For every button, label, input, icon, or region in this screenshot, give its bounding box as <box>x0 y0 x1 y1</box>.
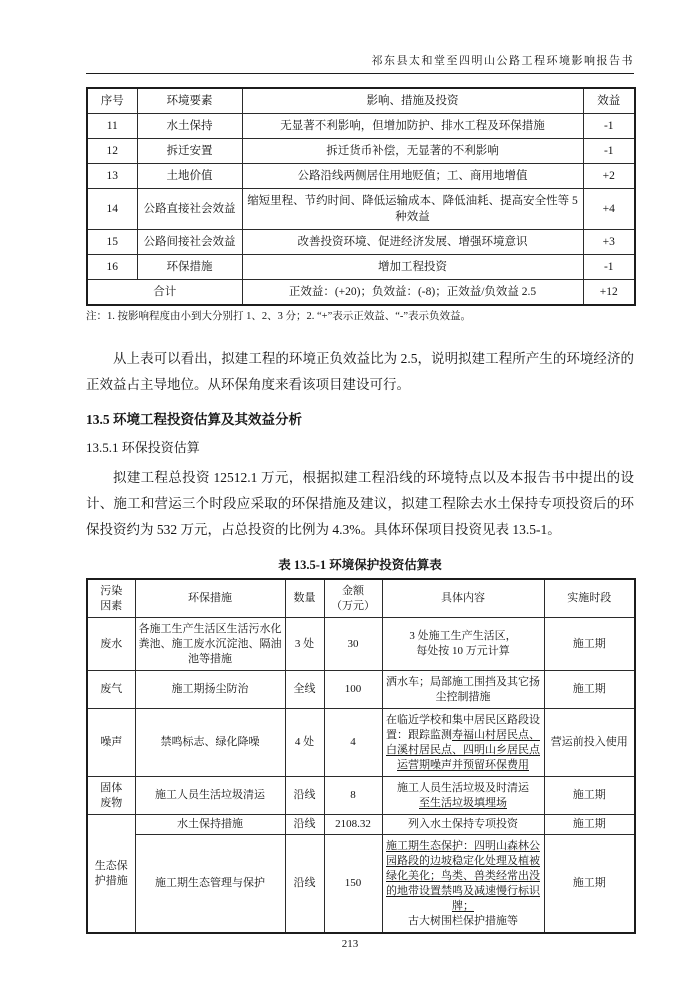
paragraph-investment: 拟建工程总投资 12512.1 万元，根据拟建工程沿线的环境特点以及本报告书中提出的设计、施工和营运三个时段应采取的环保措施及建议，拟建工程除去水土保持专项投资后的环保投资约为 532 万元，占总投资的比例为 4.3%。具体环保项目投资见表 13.5-1。 <box>86 470 634 537</box>
cell-impact: 拆迁货币补偿，无显著的不利影响 <box>242 139 583 164</box>
cell-benefit: -1 <box>583 114 635 139</box>
row-noise <box>87 709 635 777</box>
cell-measure: 施工期扬尘防治 <box>135 671 285 709</box>
cell-benefit: -1 <box>583 255 635 280</box>
cell-no: 16 <box>87 255 137 280</box>
cell-measure: 各施工生产生活区生活污水化粪池、施工废水沉淀池、隔油池等措施 <box>135 618 285 671</box>
benefit-table <box>86 87 636 306</box>
cell-factor: 水土保持 <box>137 114 242 139</box>
cell-no: 12 <box>87 139 137 164</box>
header-measure: 环保措施 <box>135 579 285 618</box>
paragraph-conclusion: 从上表可以看出，拟建工程的环境正负效益比为 2.5，说明拟建工程所产生的环境经济的正效益占主导地位。从环保角度来看该项目建设可行。 <box>86 351 634 392</box>
table-row <box>87 164 635 189</box>
cell-measure: 水土保持措施 <box>135 815 285 835</box>
header-benefit: 效益 <box>583 88 635 114</box>
cell-factor: 固体 废物 <box>87 777 135 815</box>
cell-no: 15 <box>87 230 137 255</box>
total-impact: 正效益：(+20)；负效益：(-8)；正效益/负效益 2.5 <box>242 280 583 306</box>
table-note: 注：1. 按影响程度由小到大分别打 1、2、3 分；2. “+”表示正效益、“-”表示负效益。 <box>86 311 472 322</box>
cell-no: 14 <box>87 189 137 230</box>
row-wastewater <box>87 618 635 671</box>
table-row <box>87 189 635 230</box>
table-row <box>87 255 635 280</box>
cell-benefit: +3 <box>583 230 635 255</box>
cell-amount: 30 <box>324 618 382 671</box>
cell-factor: 废水 <box>87 618 135 671</box>
cell-no: 11 <box>87 114 137 139</box>
header-detail: 具体内容 <box>382 579 544 618</box>
table-caption: 表 13.5-1 环境保护投资估算表 <box>278 558 442 572</box>
cell-detail: 施工期生态保护：四明山森林公园路段的边坡稳定化处理及植被绿化美化；鸟类、兽类经常出没的地带设置禁鸣及减速慢行标识牌； 古大树围栏保护措施等 <box>382 835 544 934</box>
cell-benefit: +2 <box>583 164 635 189</box>
cell-impact: 缩短里程、节约时间、降低运输成本、降低油耗、提高安全性等 5 种效益 <box>242 189 583 230</box>
row-waste-gas <box>87 671 635 709</box>
cell-benefit: -1 <box>583 139 635 164</box>
report-title: 祁东县太和堂至四明山公路工程环境影响报告书 <box>371 55 634 67</box>
header-pollution-factor: 污染 因素 <box>87 579 135 618</box>
cell-amount: 100 <box>324 671 382 709</box>
cell-factor: 环保措施 <box>137 255 242 280</box>
cell-detail: 3 处施工生产生活区， 每处按 10 万元计算 <box>382 618 544 671</box>
cell-quantity: 全线 <box>285 671 324 709</box>
header-quantity: 数量 <box>285 579 324 618</box>
header-period: 实施时段 <box>544 579 635 618</box>
row-solid-waste <box>87 777 635 815</box>
cell-factor-ecology: 生态保 护措施 <box>87 815 135 934</box>
cell-quantity: 沿线 <box>285 835 324 934</box>
cell-detail: 施工人员生活垃圾及时清运 至生活垃圾填埋场 <box>382 777 544 815</box>
row-eco-management <box>87 835 635 934</box>
cell-period: 施工期 <box>544 777 635 815</box>
cell-factor: 公路直接社会效益 <box>137 189 242 230</box>
cell-amount: 2108.32 <box>324 815 382 835</box>
cell-factor: 废气 <box>87 671 135 709</box>
header-no: 序号 <box>87 88 137 114</box>
page-number: 213 <box>341 938 359 950</box>
cell-amount: 150 <box>324 835 382 934</box>
table-header-row <box>87 579 635 618</box>
cell-amount: 8 <box>324 777 382 815</box>
cell-factor: 土地价值 <box>137 164 242 189</box>
cell-quantity: 沿线 <box>285 777 324 815</box>
underlined-text: 寿福山村居民点、白溪村居民点、四明山乡居民点运营期噪声并预留环保费用 <box>386 728 540 771</box>
cell-period: 施工期 <box>544 671 635 709</box>
table-total-row <box>87 280 635 306</box>
cell-amount: 4 <box>324 709 382 777</box>
cell-quantity: 沿线 <box>285 815 324 835</box>
underlined-text: 至生活垃圾填埋场 <box>419 796 507 809</box>
cell-period: 营运前投入使用 <box>544 709 635 777</box>
cell-detail: 在临近学校和集中居民区路段设置：跟踪监测寿福山村居民点、白溪村居民点、四明山乡居民点运营期噪声并预留环保费用 <box>382 709 544 777</box>
header-factor: 环境要素 <box>137 88 242 114</box>
row-water-soil <box>87 815 635 835</box>
cell-benefit: +4 <box>583 189 635 230</box>
header-amount: 金额 （万元） <box>324 579 382 618</box>
cell-factor: 噪声 <box>87 709 135 777</box>
cell-detail: 列入水土保持专项投资 <box>382 815 544 835</box>
cell-impact: 改善投资环境、促进经济发展、增强环境意识 <box>242 230 583 255</box>
underlined-text: 施工期生态保护：四明山森林公园路段的边坡稳定化处理及植被绿化美化；鸟类、兽类经常出没的地带设置禁鸣及减速慢行标识牌； <box>386 839 540 912</box>
table-header-row <box>87 88 635 114</box>
cell-period: 施工期 <box>544 815 635 835</box>
header-impact: 影响、措施及投资 <box>242 88 583 114</box>
table-row <box>87 230 635 255</box>
cell-factor: 公路间接社会效益 <box>137 230 242 255</box>
cell-no: 13 <box>87 164 137 189</box>
section-heading-13-5-1: 13.5.1 环保投资估算 <box>86 440 200 455</box>
cell-measure: 禁鸣标志、绿化降噪 <box>135 709 285 777</box>
cell-period: 施工期 <box>544 835 635 934</box>
table-row <box>87 139 635 164</box>
cell-measure: 施工人员生活垃圾清运 <box>135 777 285 815</box>
investment-table <box>86 578 636 934</box>
cell-impact: 公路沿线两侧居住用地贬值；工、商用地增值 <box>242 164 583 189</box>
running-header <box>86 52 634 74</box>
table-row <box>87 114 635 139</box>
cell-factor: 拆迁安置 <box>137 139 242 164</box>
cell-measure: 施工期生态管理与保护 <box>135 835 285 934</box>
cell-impact: 增加工程投资 <box>242 255 583 280</box>
section-heading-13-5: 13.5 环境工程投资估算及其效益分析 <box>86 412 302 427</box>
total-benefit: +12 <box>583 280 635 306</box>
cell-period: 施工期 <box>544 618 635 671</box>
cell-quantity: 4 处 <box>285 709 324 777</box>
cell-detail: 洒水车；局部施工围挡及其它扬尘控制措施 <box>382 671 544 709</box>
total-label: 合计 <box>87 280 242 306</box>
cell-quantity: 3 处 <box>285 618 324 671</box>
cell-impact: 无显著不利影响，但增加防护、排水工程及环保措施 <box>242 114 583 139</box>
